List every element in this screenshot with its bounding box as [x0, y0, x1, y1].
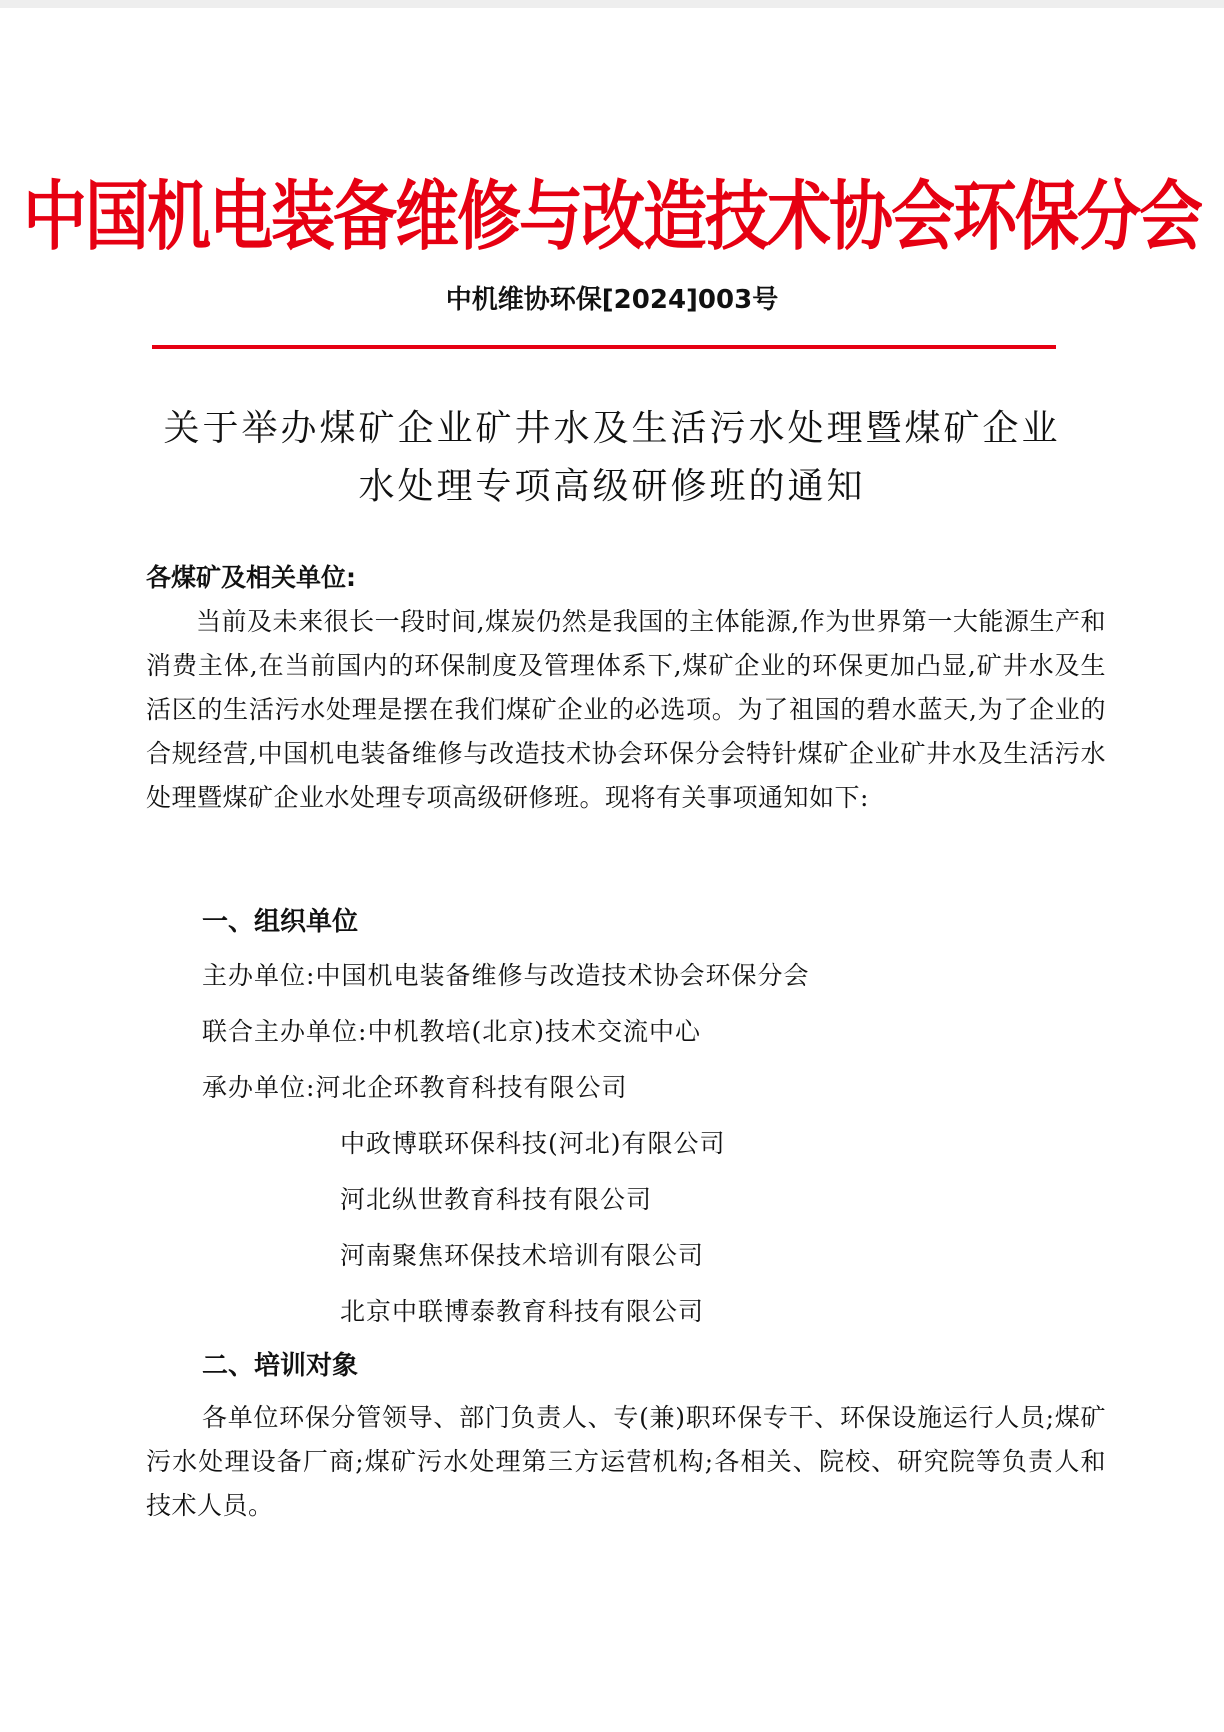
organizer-row — [202, 1070, 627, 1106]
host-value: 中国机电装备维修与改造技术协会环保分会 — [315, 961, 810, 990]
organizer-item: 河北企环教育科技有限公司 — [315, 1073, 628, 1102]
document-number: 中机维协环保[2024]003号 — [445, 285, 779, 315]
cohost-row — [202, 1014, 701, 1050]
host-row — [202, 958, 809, 994]
notice-title-line-2: 水处理专项高级研修班的通知 — [358, 466, 866, 507]
notice-title — [0, 400, 1224, 516]
top-border-strip — [0, 0, 1224, 8]
cohost-value: 中机教培(北京)技术交流中心 — [367, 1017, 701, 1046]
organizer-item: 河北纵世教育科技有限公司 — [340, 1185, 653, 1214]
host-label: 主办单位: — [202, 961, 316, 990]
red-divider-line — [152, 345, 1056, 349]
cohost-label: 联合主办单位: — [202, 1017, 368, 1046]
intro-paragraph: 当前及未来很长一段时间,煤炭仍然是我国的主体能源,作为世界第一大能源生产和消费主体,在当前国内的环保制度及管理体系下,煤矿企业的环保更加凸显,矿井水及生活区的生活污水处理是摆在我们煤矿企业的必选项。为了祖国的碧水蓝天,为了企业的合规经营,中国机电装备维修与改造技术协会环保分会特针煤矿企业矿井水及生活污水处理暨煤矿企业水处理专项高级研修班。现将有关事项通知如下: — [146, 607, 1106, 812]
organizer-label: 承办单位: — [202, 1073, 316, 1102]
notice-title-line-1: 关于举办煤矿企业矿井水及生活污水处理暨煤矿企业 — [163, 408, 1061, 449]
letterhead-title: 中国机电装备维修与改造技术协会环保分会 — [23, 172, 1201, 262]
training-targets-paragraph: 各单位环保分管领导、部门负责人、专(兼)职环保专干、环保设施运行人员;煤矿污水处理设备厂商;煤矿污水处理第三方运营机构;各相关、院校、研究院等负责人和技术人员。 — [146, 1403, 1106, 1520]
organizer-item: 中政博联环保科技(河北)有限公司 — [340, 1129, 726, 1158]
organizer-item: 河南聚焦环保技术培训有限公司 — [340, 1241, 705, 1270]
section-1-heading: 一、组织单位 — [202, 907, 359, 937]
organizer-item: 北京中联博泰教育科技有限公司 — [340, 1297, 705, 1326]
salutation: 各煤矿及相关单位: — [146, 563, 356, 592]
section-2-heading: 二、培训对象 — [202, 1351, 359, 1381]
